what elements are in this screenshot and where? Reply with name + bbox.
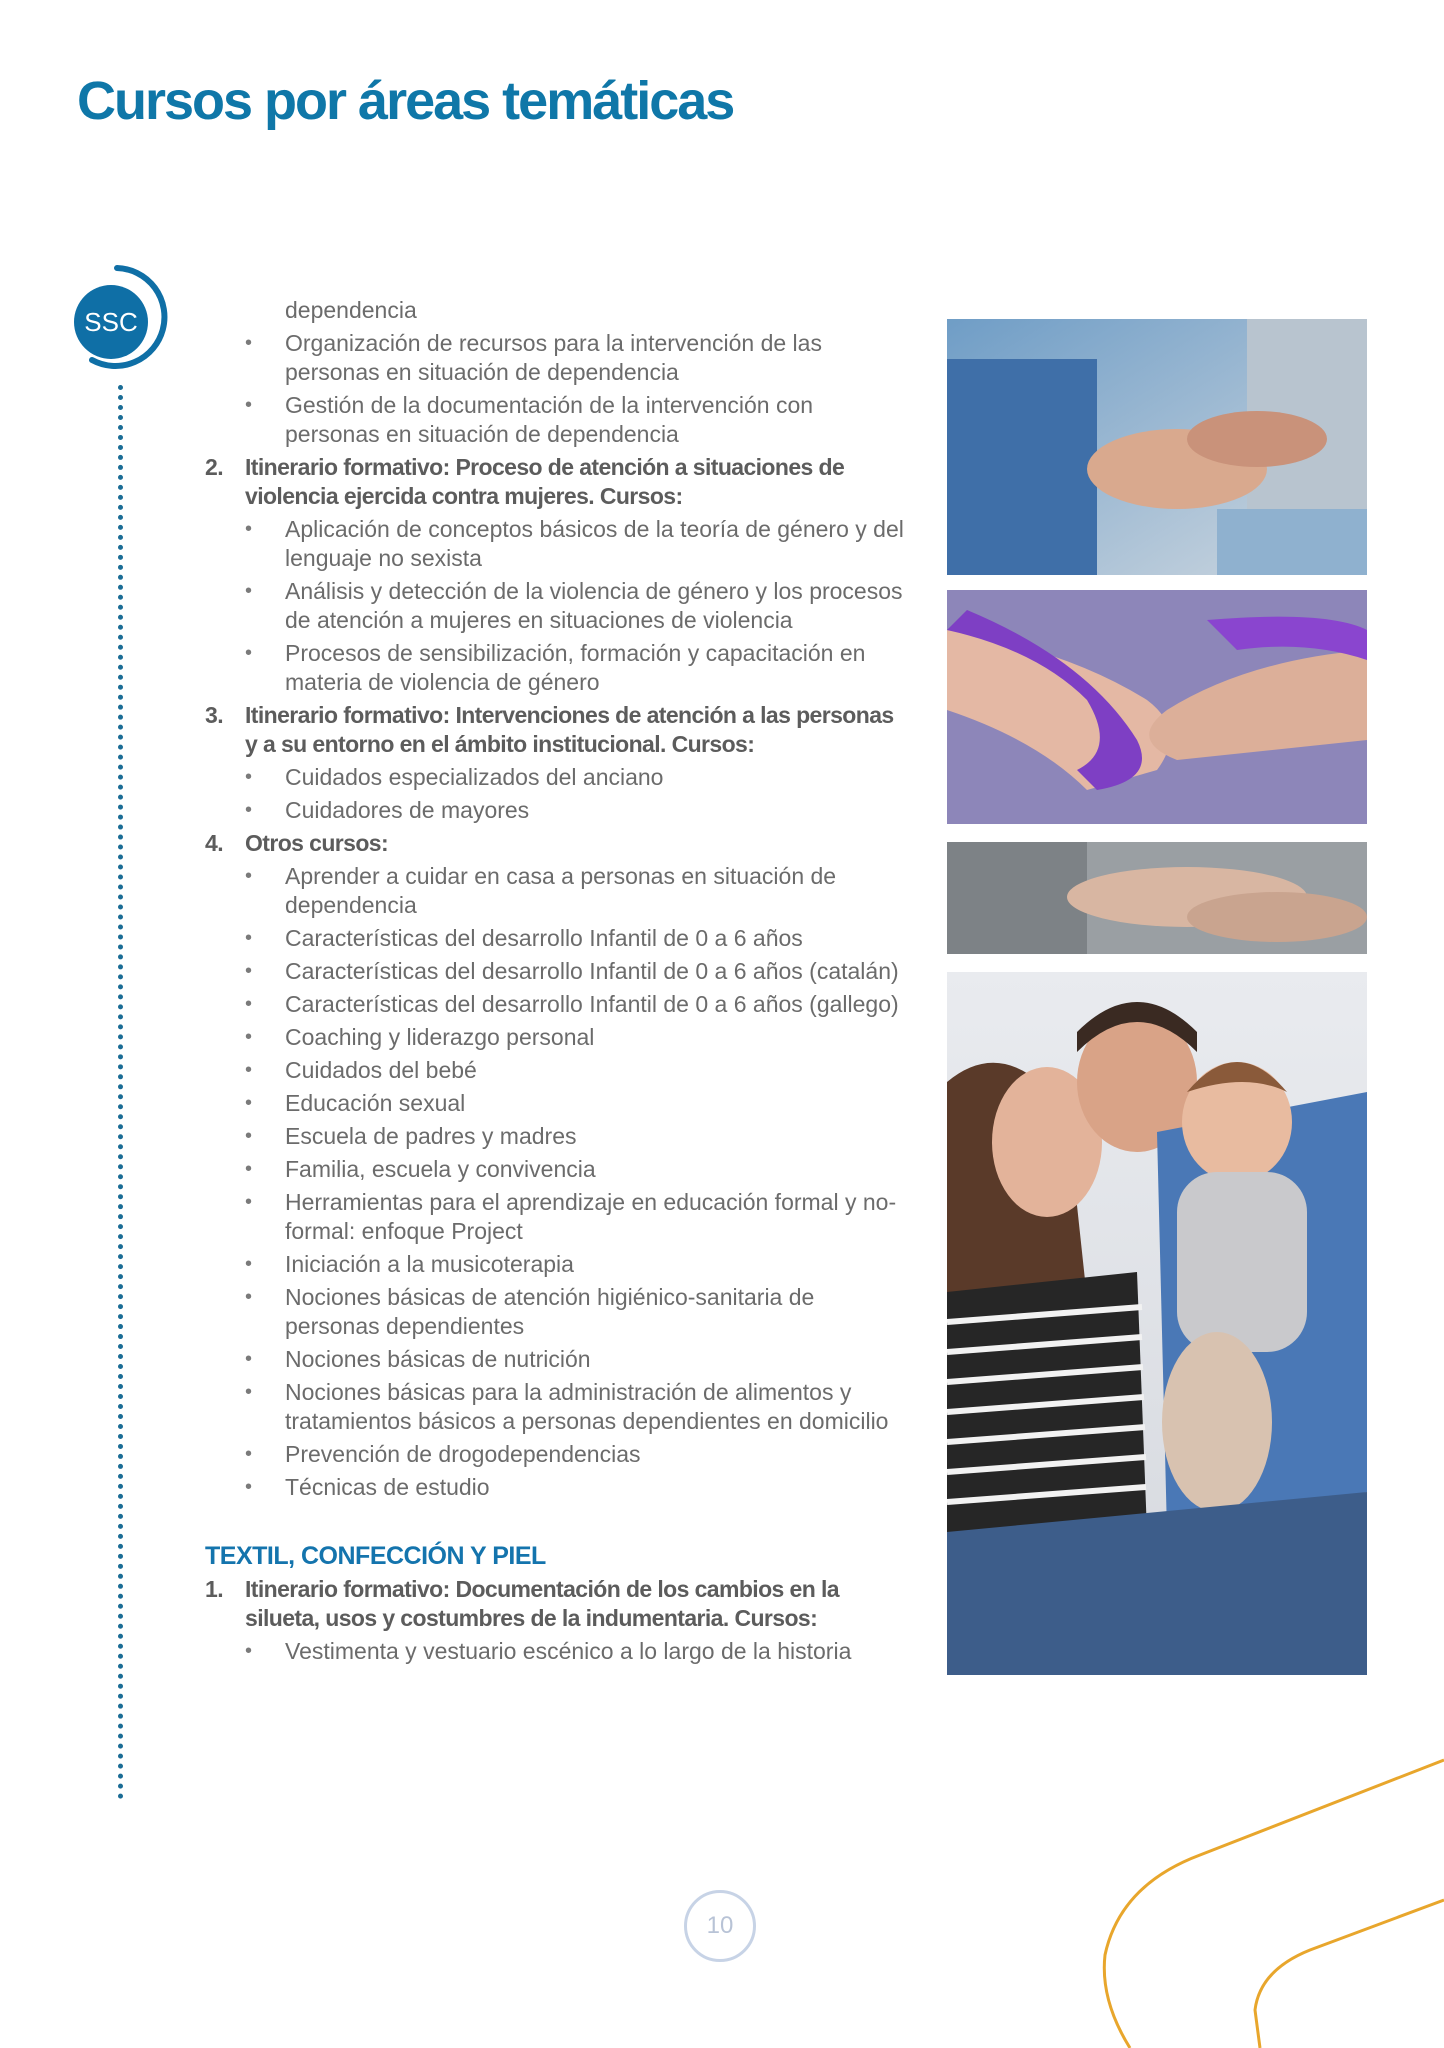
list-item: • Gestión de la documentación de la intervención con personas en situación de dependencia	[205, 391, 905, 449]
list-item: • Cuidados del bebé	[205, 1056, 905, 1085]
itinerary-title-text: Itinerario formativo: Intervenciones de atención a las personas y a su entorno en el ámbito institucional. Cursos:	[245, 702, 894, 757]
photo-family-baby-image	[947, 972, 1367, 1675]
photo-caregiver-hands	[947, 319, 1367, 575]
itinerary-3-title	[205, 701, 905, 759]
itinerary-number: 3.	[205, 702, 223, 728]
list-item: • Cuidados especializados del anciano	[205, 763, 905, 792]
itinerary-3-courses	[205, 763, 905, 825]
section-heading-textil: TEXTIL, CONFECCIÓN Y PIEL	[205, 1542, 546, 1570]
list-item: • Iniciación a la musicoterapia	[205, 1250, 905, 1279]
list-item: • Aprender a cuidar en casa a personas en situación de dependencia	[205, 862, 905, 920]
list-item: • Familia, escuela y convivencia	[205, 1155, 905, 1184]
list-item: • Características del desarrollo Infantil de 0 a 6 años (catalán)	[205, 957, 905, 986]
list-item: • Cuidadores de mayores	[205, 796, 905, 825]
list-item: • Herramientas para el aprendizaje en educación formal y no-formal: enfoque Project	[205, 1188, 905, 1246]
page-number: 10	[684, 1890, 756, 1962]
itinerary-4-courses	[205, 862, 905, 1502]
itinerary-number: 1.	[205, 1576, 223, 1602]
list-item: • Prevención de drogodependencias	[205, 1440, 905, 1469]
list-item: • Educación sexual	[205, 1089, 905, 1118]
top-list	[205, 296, 905, 449]
photo-caregiver-hands-image	[947, 319, 1367, 575]
timeline-dotted-line	[118, 385, 123, 1800]
list-item: • Escuela de padres y madres	[205, 1122, 905, 1151]
itinerary-title-text: Itinerario formativo: Proceso de atención a situaciones de violencia ejercida contra mujeres. Cursos:	[245, 454, 845, 509]
photo-hands-closeup	[947, 842, 1367, 954]
textil-itinerary-title	[205, 1575, 905, 1633]
list-item: • Análisis y detección de la violencia de género y los procesos de atención a mujeres en situaciones de violencia	[205, 577, 905, 635]
page-title: Cursos por áreas temáticas	[77, 71, 734, 131]
list-item-continued: dependencia	[285, 297, 417, 323]
list-item: • Técnicas de estudio	[205, 1473, 905, 1502]
itinerary-number: 4.	[205, 830, 223, 856]
course-list	[205, 296, 905, 1670]
list-item: • Características del desarrollo Infantil de 0 a 6 años	[205, 924, 905, 953]
photo-family-baby	[947, 972, 1367, 1675]
decorative-curves	[1060, 1740, 1444, 2048]
list-item: • Aplicación de conceptos básicos de la teoría de género y del lenguaje no sexista	[205, 515, 905, 573]
list-item: • Coaching y liderazgo personal	[205, 1023, 905, 1052]
itinerary-2-title	[205, 453, 905, 511]
list-item: • Procesos de sensibilización, formación y capacitación en materia de violencia de género	[205, 639, 905, 697]
list-item: • Vestimenta y vestuario escénico a lo largo de la historia	[205, 1637, 905, 1666]
list-item: • Características del desarrollo Infantil de 0 a 6 años (gallego)	[205, 990, 905, 1019]
photo-purple-ribbon-image	[947, 590, 1367, 824]
list-item: • Nociones básicas de nutrición	[205, 1345, 905, 1374]
itinerary-2-courses	[205, 515, 905, 697]
ssc-badge: SSC	[74, 285, 148, 359]
list-item: • Organización de recursos para la intervención de las personas en situación de dependencia	[205, 329, 905, 387]
textil-courses	[205, 1637, 905, 1666]
itinerary-number: 2.	[205, 454, 223, 480]
itinerary-title-text: Itinerario formativo: Documentación de los cambios en la silueta, usos y costumbres de la indumentaria. Cursos:	[245, 1576, 839, 1631]
list-item: • Nociones básicas para la administración de alimentos y tratamientos básicos a personas dependientes en domicilio	[205, 1378, 905, 1436]
photo-purple-ribbon	[947, 590, 1367, 824]
itinerary-title-text: Otros cursos:	[245, 830, 389, 856]
itinerary-4-title	[205, 829, 905, 858]
photo-hands-closeup-image	[947, 842, 1367, 954]
list-item: • Nociones básicas de atención higiénico-sanitaria de personas dependientes	[205, 1283, 905, 1341]
